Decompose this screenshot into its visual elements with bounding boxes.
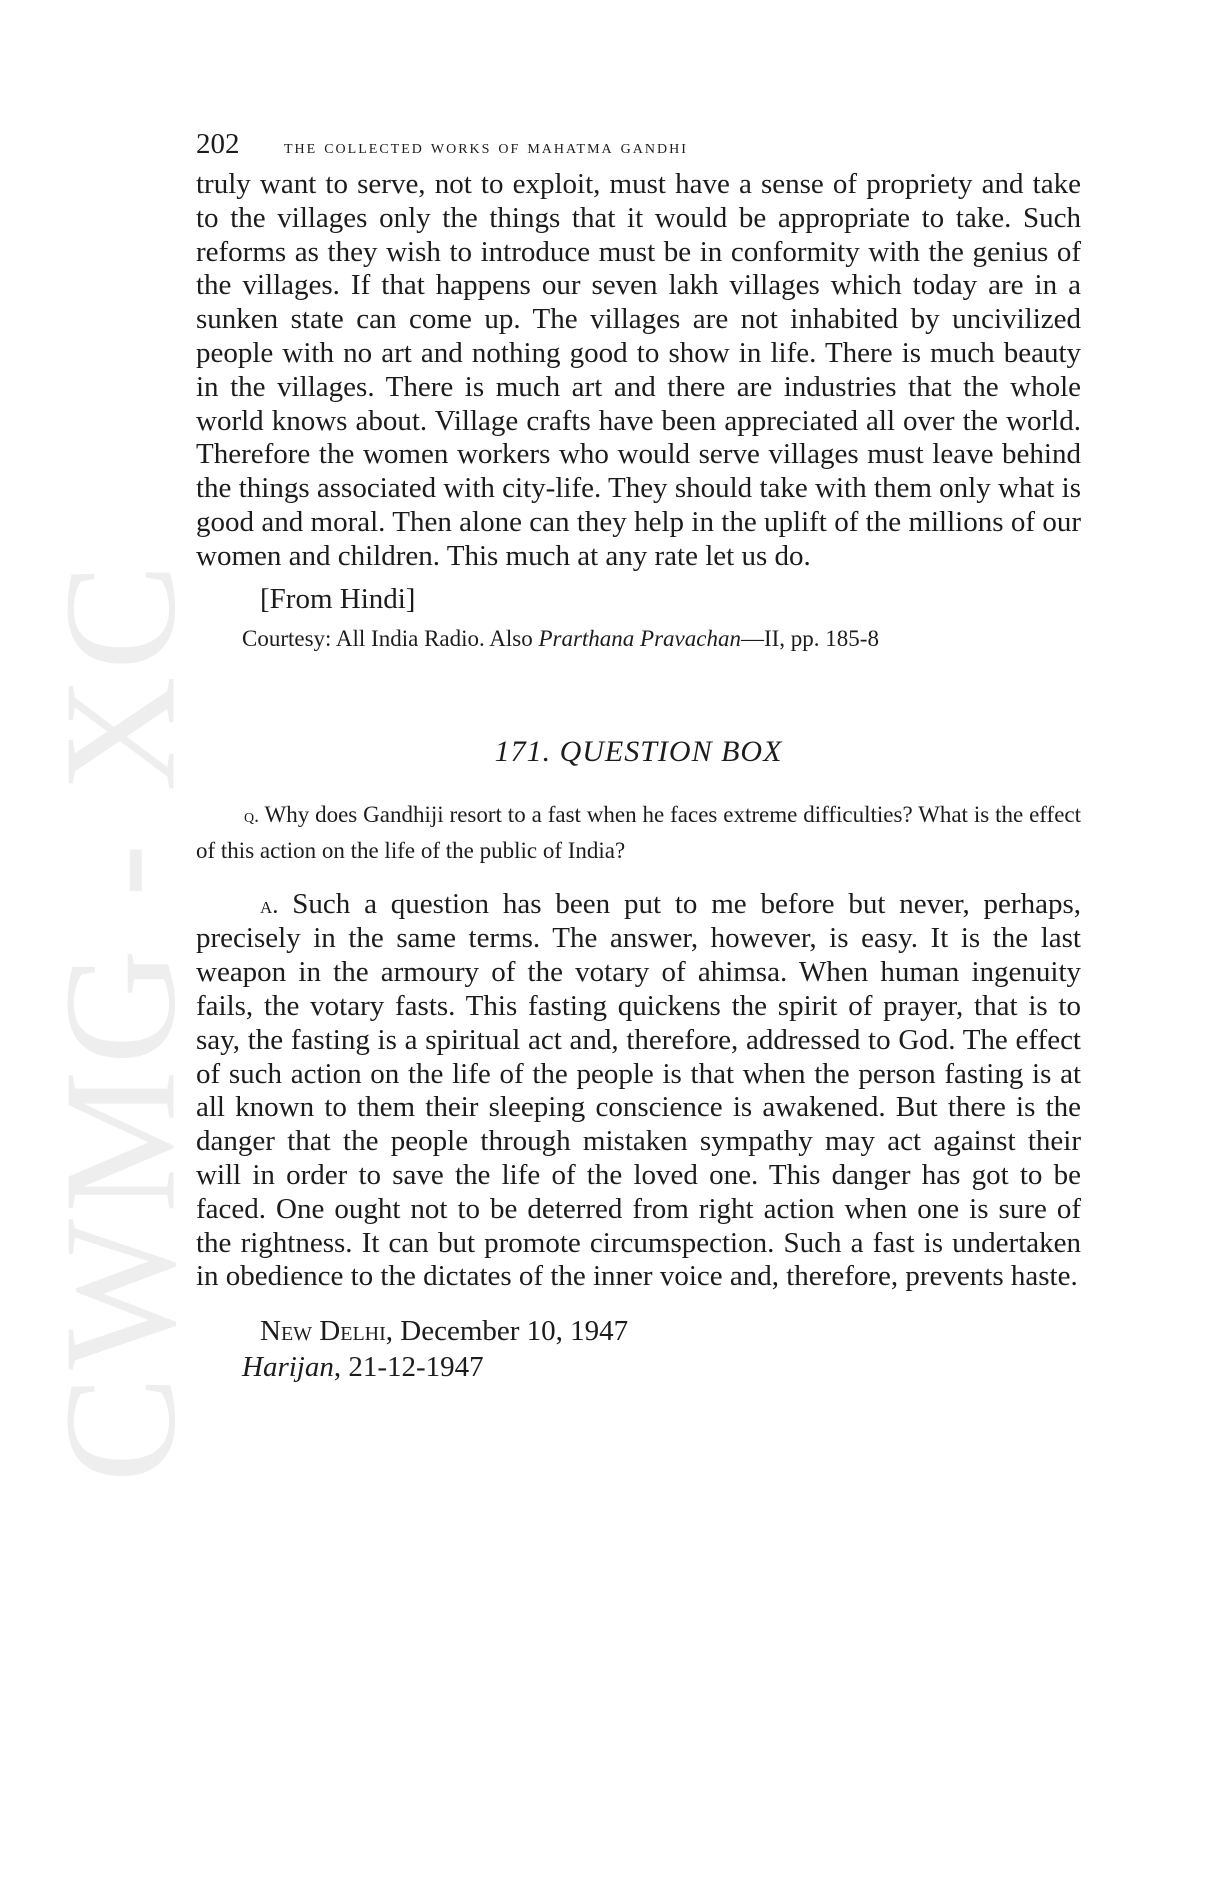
courtesy-title: Prarthana Pravachan — [538, 625, 741, 651]
answer-paragraph — [196, 888, 1081, 1295]
running-head — [196, 128, 1081, 168]
running-title: the collected works of mahatma gandhi — [284, 136, 688, 158]
courtesy-prefix: Courtesy: All India Radio. Also — [242, 625, 539, 651]
courtesy-suffix: —II, pp. 185-8 — [740, 625, 879, 651]
page-number: 202 — [196, 128, 240, 160]
question-paragraph — [196, 798, 1081, 868]
place: New Delhi — [260, 1315, 386, 1348]
place-date-line — [260, 1314, 1081, 1348]
publication-date: , 21-12-1947 — [333, 1351, 484, 1384]
section-title: 171. QUESTION BOX — [494, 734, 783, 768]
date: , December 10, 1947 — [385, 1315, 629, 1348]
watermark: CWMG - XC — [30, 557, 209, 1483]
answer-marker: a. — [260, 891, 279, 919]
answer-text: Such a question has been put to me before but never, perhaps, precisely in the same terms. The answer, however, is easy. It is the last weapon in the armoury of the votary of ahimsa. When human ingenuity fails, the votary fasts. This fasting quickens the spirit of prayer, that is to say, the fasting is a spiritual act and, therefore, addressed to God. The effect of such action on the life of the people is that when the person fasting is at all known to them their sleeping conscience is awakened. But there is the danger that the people through mistaken sympathy may act against their will in order to save the life of the loved one. This danger has got to be faced. One ought not to be deterred from right action when one is sure of the rightness. It can but promote circumspection. Such a fast is undertaken in obedience to the dictates of the inner voice and, therefore, prevents haste. — [196, 887, 1081, 1293]
publication-line — [242, 1350, 1081, 1384]
courtesy-line — [242, 624, 1081, 654]
publication-name: Harijan — [242, 1351, 334, 1384]
continuation-paragraph: truly want to serve, not to exploit, must have a sense of propriety and take to the villages only the things that it would be appropriate to take. Such reforms as they wish to introduce must be in conformity with the genius of the villages. If that happens our seven lakh villages which today are in a sunken state can come up. The villages are not inhabited by uncivilized people with no art and nothing good to show in life. There is much beauty in the villages. There is much art and there are industries that the whole world knows about. Village crafts have been appreciated all over the world. Therefore the women workers who would serve villages must leave behind the things associated with city-life. They should take with them only what is good and moral. Then alone can they help in the uplift of the millions of our women and children. This much at any rate let us do. — [196, 168, 1081, 572]
source-language: [From Hindi] — [260, 582, 416, 615]
question-text: Why does Gandhiji resort to a fast when he faces extreme difficulties? What is the effect of this action on the life of the public of India? — [196, 801, 1081, 863]
question-marker: q. — [244, 805, 259, 827]
page-content — [196, 128, 1081, 1384]
